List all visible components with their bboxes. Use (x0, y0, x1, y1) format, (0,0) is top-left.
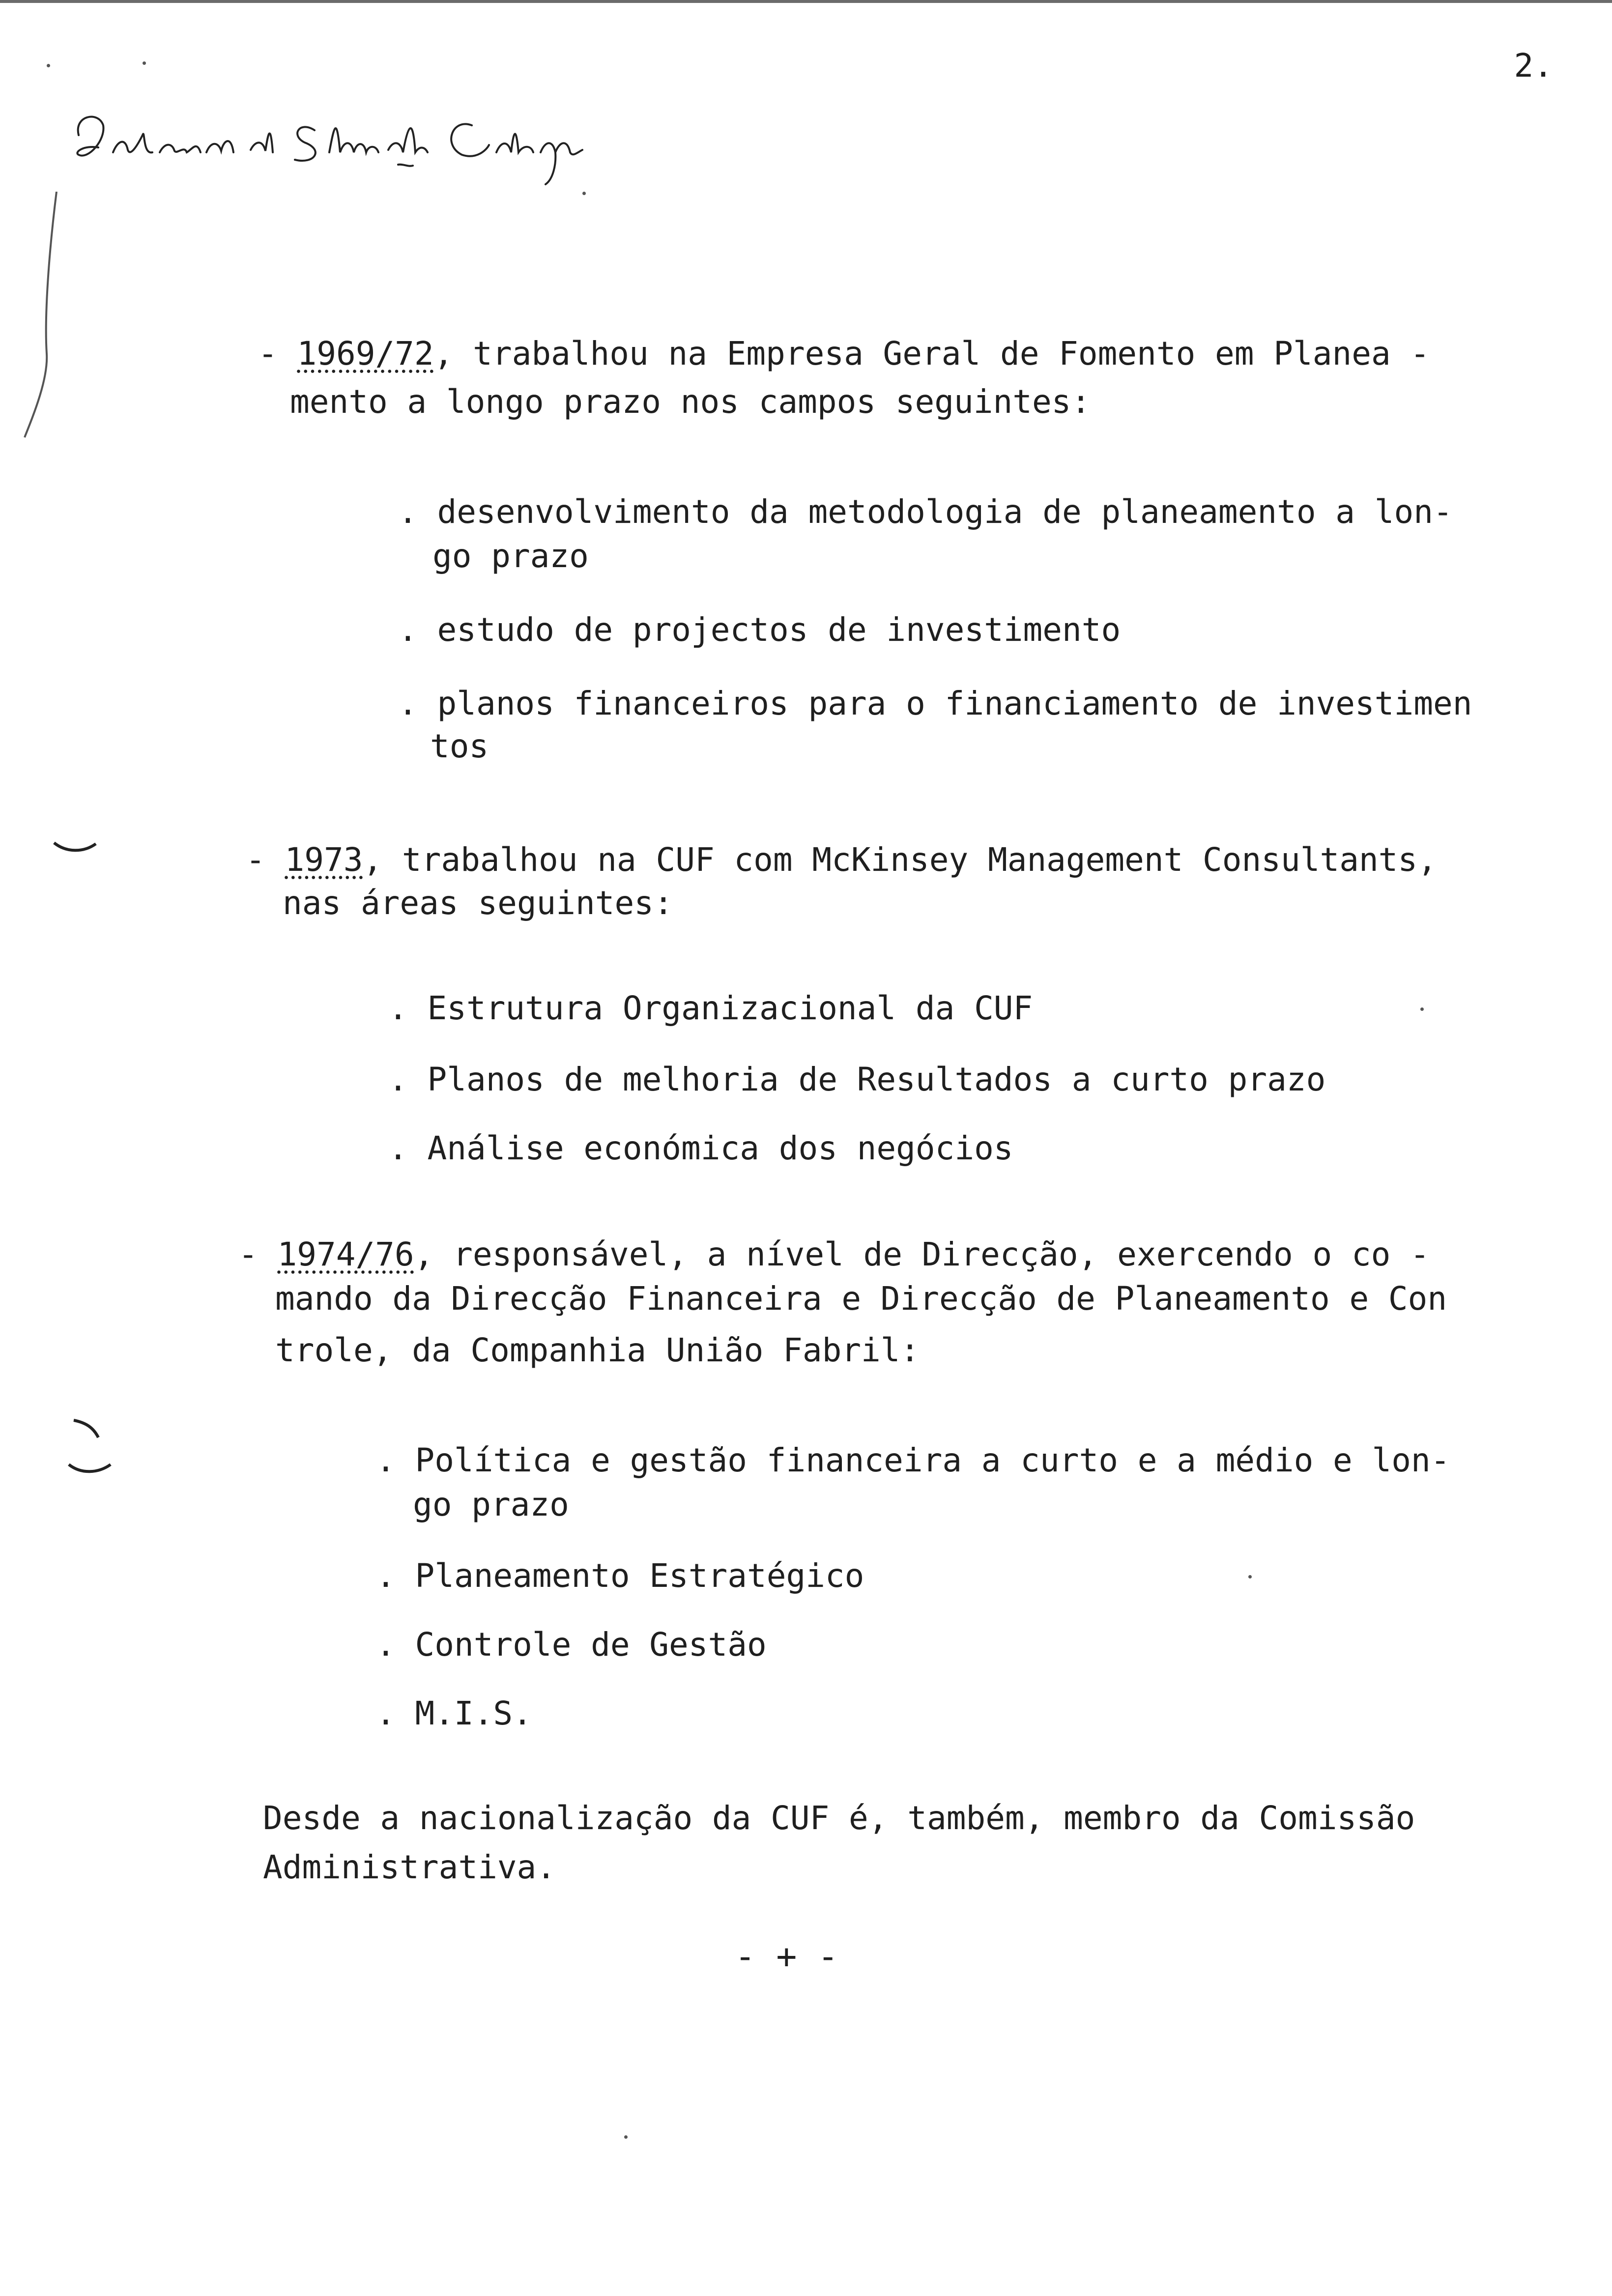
list-item: . planos financeiros para o financiamento de investimen (398, 685, 1472, 722)
list-item-continuation: go prazo (413, 1486, 569, 1523)
list-item: . Controle de Gestão (376, 1626, 767, 1664)
scan-speck (1248, 1575, 1252, 1578)
list-item: . Análise económica dos negócios (388, 1129, 1013, 1167)
entry-1973-line2: nas áreas seguintes: (283, 884, 673, 922)
closing-line-2: Administrativa. (263, 1848, 556, 1886)
closing-paragraph (263, 1794, 1415, 1892)
end-mark: - + - (735, 1936, 838, 1977)
entry-year: 1973 (285, 841, 363, 879)
scan-top-edge (0, 0, 1612, 3)
scan-speck (47, 64, 50, 67)
margin-pencil-line (20, 192, 64, 467)
list-item: . Política e gestão financeira a curto e a médio e lon- (376, 1441, 1450, 1479)
entry-1973-line1: - 1973, trabalhou na CUF com McKinsey Management Consultants, (246, 841, 1437, 879)
entry-year: 1974/76 (277, 1235, 414, 1273)
list-item: . Planeamento Estratégico (376, 1557, 864, 1595)
list-item-continuation: go prazo (432, 537, 589, 575)
list-item: . Planos de melhoria de Resultados a curto prazo (388, 1061, 1326, 1098)
list-item-continuation: tos (430, 727, 489, 765)
margin-bracket-mark (49, 838, 98, 858)
scan-speck (143, 61, 146, 65)
scan-speck (582, 192, 586, 195)
entry-intro: , trabalhou na CUF com McKinsey Management Consultants, (363, 841, 1437, 879)
list-item: . M.I.S. (376, 1694, 532, 1732)
entry-intro: , trabalhou na Empresa Geral de Fomento em Planea - (433, 335, 1430, 373)
entry-year: 1969/72 (297, 335, 434, 373)
entry-1974-76-line1: - 1974/76, responsável, a nível de Direcção, exercendo o co - (238, 1235, 1430, 1273)
list-item: . estudo de projectos de investimento (398, 611, 1121, 649)
entry-1974-76-line2: mando da Direcção Financeira e Direcção de Planeamento e Con (275, 1280, 1447, 1318)
handwritten-signature (69, 106, 590, 189)
page-number: 2. (1514, 47, 1553, 85)
entry-1969-72-line2: mento a longo prazo nos campos seguintes: (290, 383, 1091, 421)
scan-speck (624, 2135, 628, 2139)
list-item: . Estrutura Organizacional da CUF (388, 989, 1033, 1027)
entry-intro: , responsável, a nível de Direcção, exercendo o co - (414, 1235, 1430, 1273)
scan-speck (1420, 1007, 1424, 1011)
list-item: . desenvolvimento da metodologia de planeamento a lon- (398, 493, 1453, 531)
margin-parenthesis-mark (64, 1415, 113, 1479)
closing-line-1: Desde a nacionalização da CUF é, também, membro da Comissão (263, 1799, 1415, 1837)
entry-1969-72-line1: - 1969/72, trabalhou na Empresa Geral de Fomento em Planea - (258, 335, 1430, 373)
entry-1974-76-line3: trole, da Companhia União Fabril: (275, 1331, 920, 1369)
